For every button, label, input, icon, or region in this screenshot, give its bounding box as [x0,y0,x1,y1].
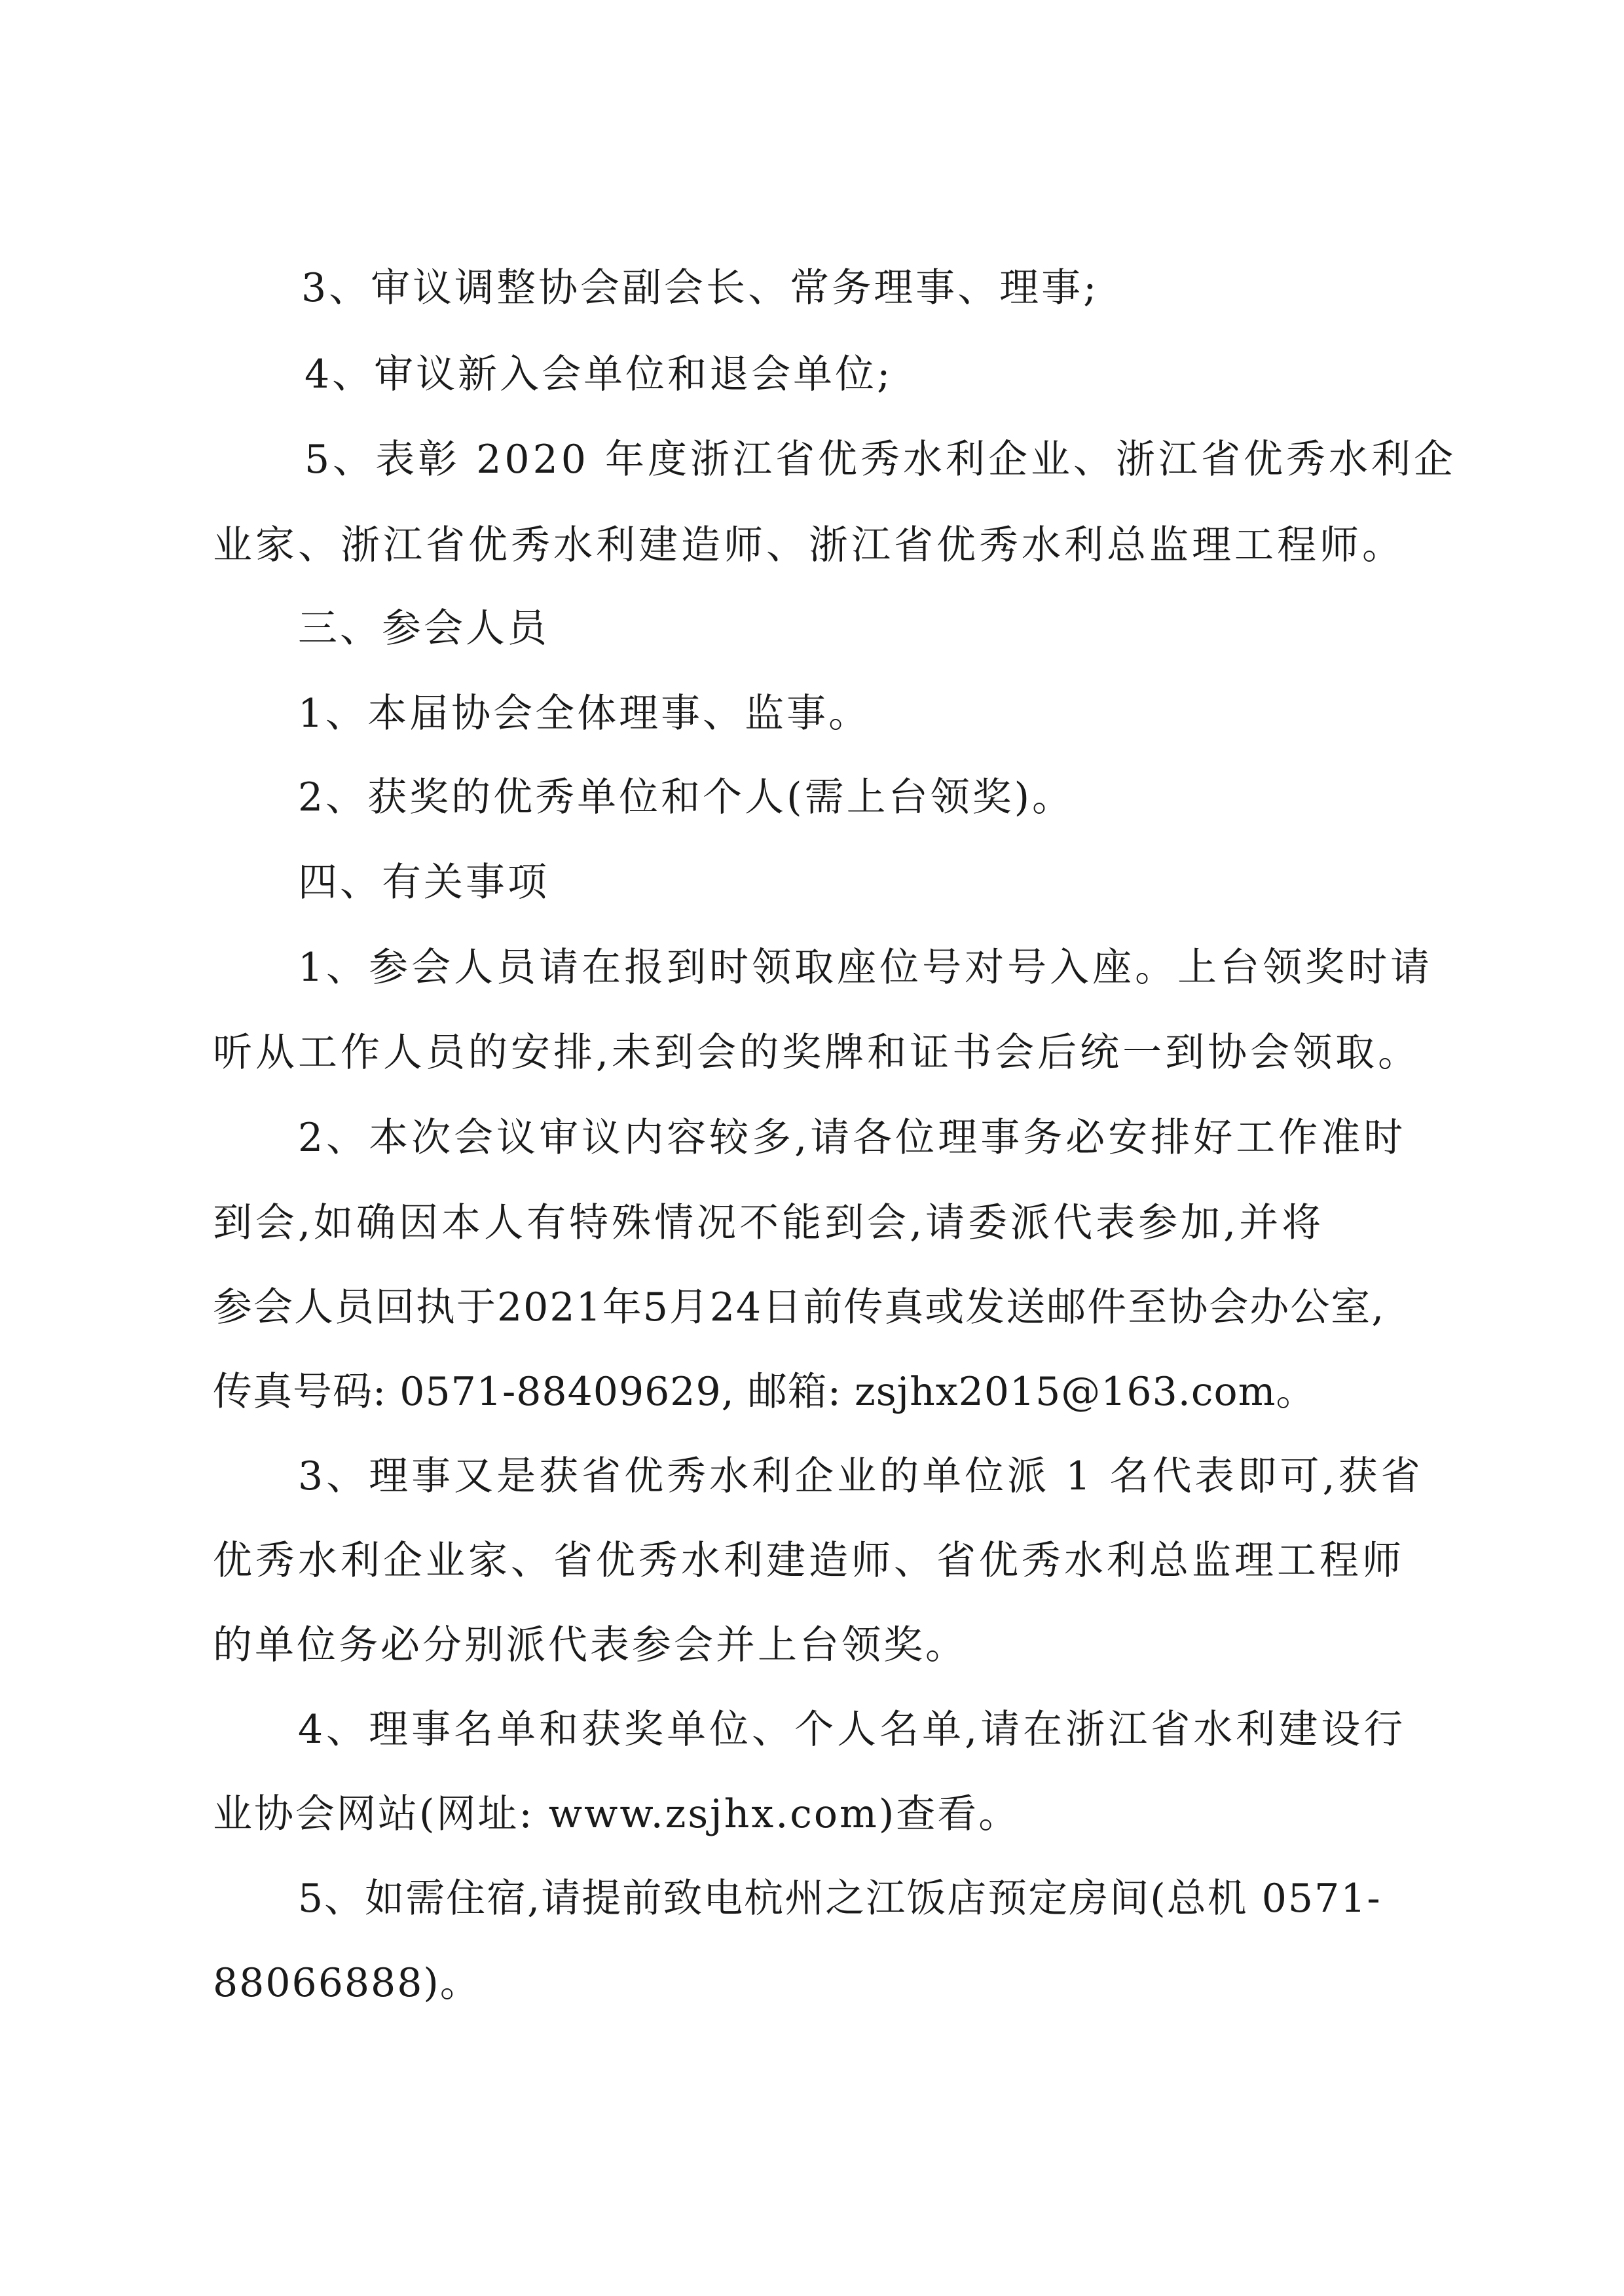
text-line: 的单位务必分别派代表参会并上台领奖。 [213,1622,967,1668]
text-line: 4、理事名单和获奖单位、个人名单,请在浙江省水利建设行 [298,1707,1407,1753]
text-line: 3、审议调整协会副会长、常务理事、理事; [301,265,1099,311]
text-line: 3、理事又是获省优秀水利企业的单位派 1 名代表即可,获省 [298,1453,1424,1499]
text-line: 4、审议新入会单位和退会单位; [304,352,893,397]
text-line: 优秀水利企业家、省优秀水利建造师、省优秀水利总监理工程师 [213,1538,1405,1584]
text-line: 参会人员回执于2021年5月24日前传真或发送邮件至协会办公室, [213,1285,1386,1330]
text-line: 听从工作人员的安排,未到会的奖牌和证书会后统一到协会领取。 [213,1030,1421,1076]
text-line: 到会,如确因本人有特殊情况不能到会,请委派代表参加,并将 [213,1200,1325,1246]
text-line: 业协会网站(网址: www.zsjhx.com)查看。 [213,1791,1020,1837]
section-heading: 四、有关事项 [298,860,549,905]
text-line: 传真号码: 0571-88409629, 邮箱: zsjhx2015@163.com。 [213,1369,1316,1415]
text-line: 1、参会人员请在报到时领取座位号对号入座。上台领奖时请 [298,945,1433,991]
text-line: 业家、浙江省优秀水利建造师、浙江省优秀水利总监理工程师。 [213,522,1405,568]
text-line: 2、本次会议审议内容较多,请各位理事务必安排好工作准时 [298,1115,1407,1161]
section-heading: 三、参会人员 [298,606,549,651]
text-line: 5、如需住宿,请提前致电杭州之江饭店预定房间(总机 0571- [298,1876,1382,1922]
text-line: 2、获奖的优秀单位和个人(需上台领奖)。 [298,774,1074,820]
text-line: 5、表彰 2020 年度浙江省优秀水利企业、浙江省优秀水利企 [304,437,1457,483]
text-line: 88066888)。 [213,1960,481,2006]
text-line: 1、本届协会全体理事、监事。 [298,691,871,737]
